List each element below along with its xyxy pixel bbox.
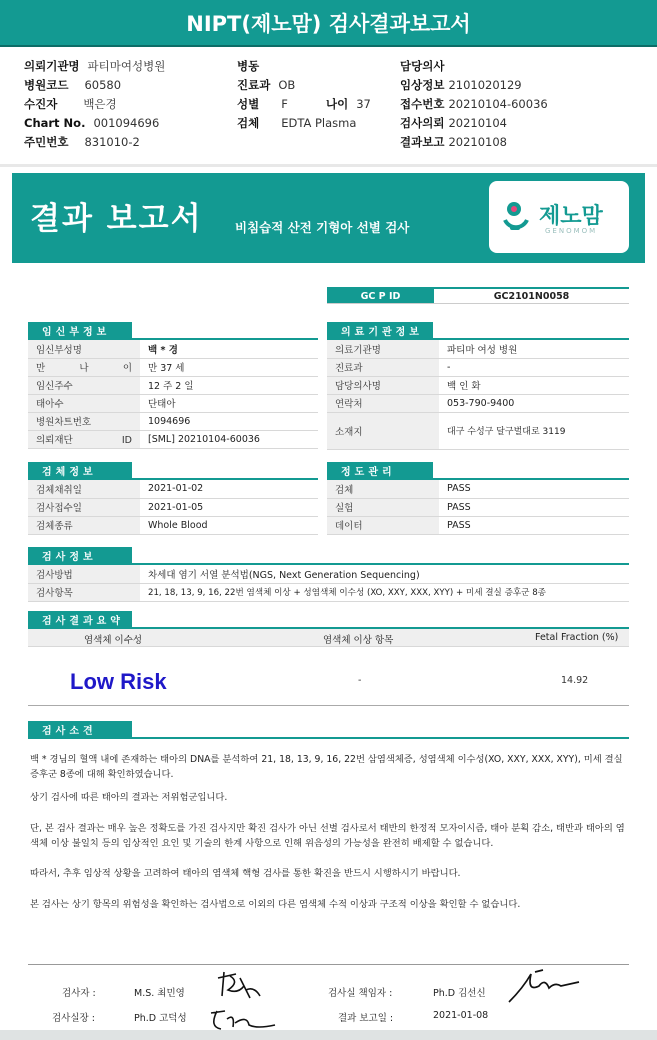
genomom-logo (489, 181, 629, 253)
gcp-id-value: GC2101N0058 (493, 290, 570, 302)
header-field: 수진자 백은경 (24, 96, 117, 111)
table-row: 검사항목 21, 18, 13, 9, 16, 22번 염색체 이상 + 성염색체 이수성 (XO, XXY, XXX, XYY) + 미세 결실 증후군 8종 (28, 583, 629, 601)
section-opinion: 검사소견 (28, 721, 132, 738)
table-row: 데이터 PASS (327, 516, 629, 534)
table-row: 의뢰재단 ID [SML] 20210104-60036 (28, 430, 318, 448)
header-field: 임상정보 2101020129 (400, 77, 522, 92)
tester-name: M.S. 최민영 (134, 988, 185, 999)
divider (28, 964, 629, 965)
header-field: 담당의사 (400, 58, 445, 73)
header-field: 진료과 OB (237, 77, 296, 92)
logo-icon (501, 198, 531, 232)
table-row: 실험 PASS (327, 498, 629, 516)
header-field: 성별 F (237, 96, 288, 111)
report-title: NIPT(제노맘) 검사결과보고서 (0, 0, 657, 47)
section-specimen-info: 검체정보 (28, 462, 132, 479)
gcp-id-label: GC P ID (327, 289, 434, 303)
section-result-summary: 검사결과요약 (28, 611, 132, 628)
lab-head-signature (505, 968, 585, 1008)
section-institution-info: 의료기관정보 (327, 322, 433, 339)
lab-chief-label: 검사실장 : (52, 1013, 95, 1024)
divider (28, 705, 629, 706)
header-field: 의뢰기관명 파티마여성병원 (24, 58, 166, 73)
table-row: 검체종류 Whole Blood (28, 516, 318, 534)
opinion-paragraph: 본 검사는 상기 항목의 위험성을 확인하는 검사법으로 이외의 다른 염색체 수적 이상과 구조적 이상을 확인할 수 없습니다. (30, 899, 521, 910)
divider (28, 737, 629, 739)
lab-head-label: 검사실 책임자 : (328, 988, 393, 999)
table-row: 진료과 - (327, 358, 629, 376)
abnormality-value: - (358, 675, 362, 686)
header-field: 접수번호 20210104-60036 (400, 96, 548, 111)
test-table (28, 565, 629, 602)
opinion-paragraph: 상기 검사에 따른 태아의 결과는 저위험군입니다. (30, 792, 228, 803)
qc-table (327, 480, 629, 535)
header-info (0, 56, 657, 164)
table-row: 검체채취일 2021-01-02 (28, 480, 318, 498)
tester-signature (210, 968, 270, 1004)
table-row: 담당의사명 백 인 화 (327, 376, 629, 394)
report-banner (12, 173, 645, 263)
page-bottom-strip (0, 1030, 657, 1040)
header-field: 검사의뢰 20210104 (400, 115, 507, 130)
banner-title: 결과 보고서 (30, 201, 203, 237)
table-row: 태아수 단태아 (28, 394, 318, 412)
section-patient-info: 임신부정보 (28, 322, 132, 339)
table-row: 소재지 대구 수성구 달구벌대로 3119 (327, 412, 629, 449)
header-field: 결과보고 20210108 (400, 134, 507, 149)
logo-english: GENOMOM (545, 227, 598, 235)
header-field: 주민번호 831010-2 (24, 134, 140, 149)
table-row: 병원차트번호 1094696 (28, 412, 318, 430)
table-row: 의료기관명 파티마 여성 병원 (327, 340, 629, 358)
lab-head-name: Ph.D 김선신 (433, 988, 486, 999)
table-row: 검체 PASS (327, 480, 629, 498)
table-row: 임신주수 12 주 2 일 (28, 376, 318, 394)
low-risk-result: Low Risk (70, 669, 167, 694)
section-test-info: 검사정보 (28, 547, 132, 564)
header-field: Chart No. 001094696 (24, 115, 160, 130)
summary-header-abnormality: 염색체 이상 항목 (323, 635, 394, 646)
logo-name: 제노맘 (539, 204, 603, 229)
table-row: 검사접수일 2021-01-05 (28, 498, 318, 516)
summary-header-aneuploidy: 염색체 이수성 (84, 635, 143, 646)
patient-table (28, 340, 318, 449)
opinion-paragraph: 따라서, 추후 임상적 상황을 고려하여 태아의 염색체 핵형 검사를 통한 확진을 반드시 시행하시기 바랍니다. (30, 868, 461, 879)
table-row: 검사방법 차세대 염기 서열 분석법(NGS, Next Generation Sequencing) (28, 565, 629, 583)
fetal-fraction-value: 14.92 (561, 675, 589, 686)
header-field: 병동 (237, 58, 260, 73)
institution-table (327, 340, 629, 450)
opinion-paragraph: 단, 본 검사 결과는 매우 높은 정확도를 가진 검사지만 확진 검사가 아닌 선별 검사로서 태반의 한정적 모자이시즘, 태아 분획 감소, 태반과 태아의 염색체 이상 불일치 등의 임상적인 요인 및 기술의 한계 사항으로 인해 위음성의 가능성을 완전히 배제할 수 없습니다. (30, 823, 625, 849)
header-field: 검체 EDTA Plasma (237, 115, 357, 130)
report-date-label: 결과 보고일 : (338, 1013, 394, 1024)
header-field: 나이 37 (326, 96, 371, 111)
section-quality-control: 정도관리 (327, 462, 433, 479)
table-row: 만 나 이 만 37 세 (28, 358, 318, 376)
report-date: 2021-01-08 (433, 1010, 489, 1021)
lab-chief-name: Ph.D 고덕성 (134, 1013, 187, 1024)
banner-subtitle: 비침습적 산전 기형아 선별 검사 (235, 220, 410, 235)
gcp-id-row (327, 287, 629, 304)
table-row: 임신부성명 백 * 경 (28, 340, 318, 358)
opinion-paragraph: 백 * 경님의 혈액 내에 존재하는 태아의 DNA를 분석하여 21, 18, 13, 9, 16, 22번 삼염색체증, 성염색체 이수성(XO, XXY, XXX, XYY), 미세 결실 증후군 8종에 대해 확인하였습니다. (30, 754, 623, 780)
divider (0, 164, 657, 167)
specimen-table (28, 480, 318, 535)
summary-header-fetal-fraction: Fetal Fraction (%) (535, 632, 619, 643)
tester-label: 검사자 : (62, 988, 96, 999)
header-field: 병원코드 60580 (24, 77, 122, 92)
table-row: 연락처 053-790-9400 (327, 394, 629, 412)
